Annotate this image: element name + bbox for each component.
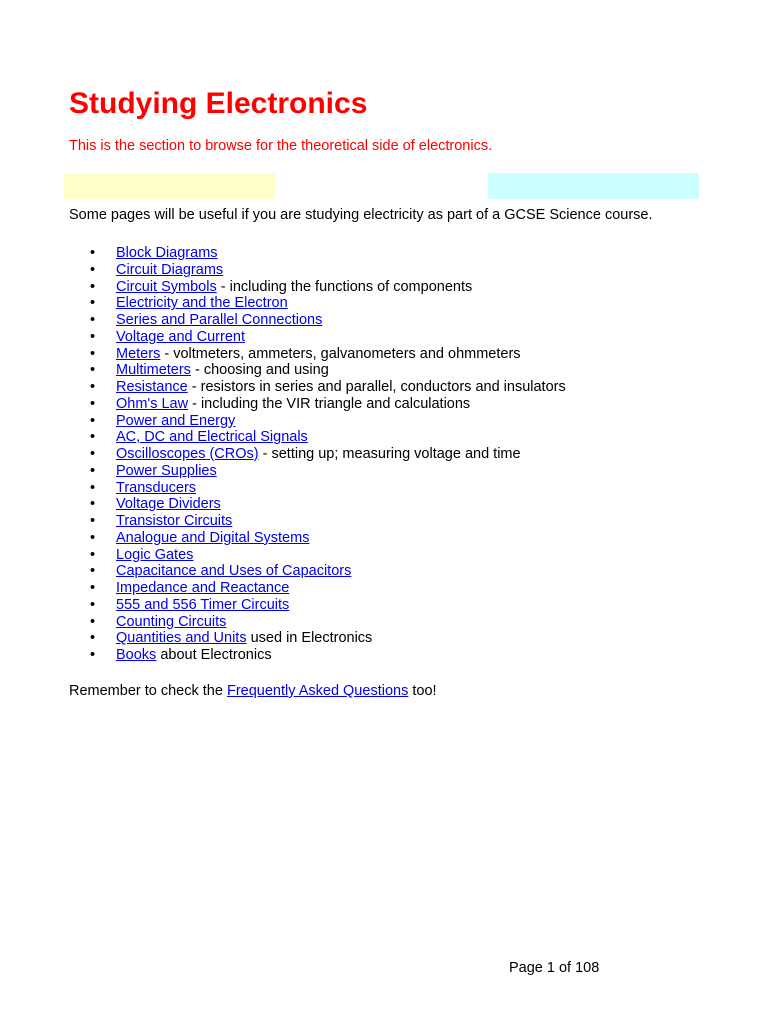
- bullet-icon: •: [90, 395, 96, 412]
- topic-description: - setting up; measuring voltage and time: [258, 446, 521, 462]
- topic-list-item: [90, 614, 566, 631]
- nav-box-left: [64, 173, 275, 199]
- topic-link[interactable]: Capacitance and Uses of Capacitors: [116, 563, 352, 580]
- page-number: Page 1 of 108: [509, 960, 600, 976]
- bullet-icon: •: [90, 312, 96, 328]
- topic-list-item: [90, 630, 566, 647]
- topic-list-item: [90, 563, 566, 580]
- bullet-icon: •: [90, 328, 96, 345]
- topic-link[interactable]: Electricity and the Electron: [116, 295, 288, 312]
- bullet-icon: •: [90, 563, 96, 580]
- topic-link[interactable]: Power Supplies: [116, 462, 217, 479]
- topic-list-item: [90, 413, 566, 430]
- topic-description: - choosing and using: [190, 362, 329, 379]
- topic-link[interactable]: Series and Parallel Connections: [116, 312, 323, 328]
- bullet-icon: •: [90, 596, 96, 613]
- bullet-icon: •: [90, 345, 96, 362]
- topic-link[interactable]: Meters: [116, 345, 161, 362]
- topic-link[interactable]: Ohm's Law: [116, 395, 189, 412]
- topic-list-item: [90, 429, 566, 446]
- topic-description: used in Electronics: [246, 630, 373, 647]
- topic-list-item: [90, 346, 566, 363]
- topic-list-item: [90, 513, 566, 530]
- topic-link[interactable]: Resistance: [116, 379, 188, 395]
- topic-list-item: [90, 245, 566, 262]
- topic-link[interactable]: Multimeters: [116, 362, 191, 379]
- topic-description: - voltmeters, ammeters, galvanometers and ohmmeters: [160, 345, 521, 362]
- bullet-icon: •: [90, 529, 96, 546]
- topic-description: - resistors in series and parallel, conductors and insulators: [187, 379, 566, 395]
- topic-link[interactable]: Analogue and Digital Systems: [116, 529, 310, 546]
- page-title: Studying Electronics: [69, 87, 368, 120]
- topic-list-item: [90, 496, 566, 513]
- topic-list-item: [90, 547, 566, 564]
- faq-link[interactable]: Frequently Asked Questions: [226, 683, 409, 699]
- nav-box-right: [488, 173, 699, 199]
- bullet-icon: •: [90, 546, 96, 563]
- topic-description: - including the VIR triangle and calculations: [188, 395, 471, 412]
- topic-list-item: [90, 295, 566, 312]
- topic-description: - including the functions of components: [216, 278, 473, 295]
- topic-link[interactable]: Power and Energy: [116, 412, 236, 429]
- topic-link[interactable]: Voltage and Current: [116, 328, 245, 345]
- topic-link[interactable]: Oscilloscopes (CROs): [116, 446, 259, 462]
- topic-link[interactable]: Transistor Circuits: [116, 513, 233, 529]
- topic-list-item: [90, 647, 566, 664]
- topic-link[interactable]: Circuit Diagrams: [116, 261, 224, 278]
- bullet-icon: •: [90, 278, 96, 295]
- bullet-icon: •: [90, 613, 96, 630]
- bullet-icon: •: [90, 462, 96, 479]
- page-subtitle: This is the section to browse for the theoretical side of electronics.: [69, 138, 493, 154]
- topic-link[interactable]: Transducers: [116, 479, 197, 496]
- bullet-icon: •: [90, 496, 96, 513]
- bullet-icon: •: [90, 412, 96, 429]
- topic-list: [90, 245, 566, 664]
- topic-list-item: [90, 480, 566, 497]
- bullet-icon: •: [90, 261, 96, 278]
- bullet-icon: •: [90, 362, 96, 379]
- bullet-icon: •: [90, 446, 96, 462]
- bullet-icon: •: [90, 245, 96, 261]
- topic-description: about Electronics: [156, 647, 272, 663]
- topic-link[interactable]: Counting Circuits: [116, 613, 227, 630]
- topic-list-item: [90, 312, 566, 329]
- bullet-icon: •: [90, 647, 96, 663]
- topic-list-item: [90, 446, 566, 463]
- topic-link[interactable]: Impedance and Reactance: [116, 580, 290, 596]
- topic-list-item: [90, 463, 566, 480]
- topic-link[interactable]: AC, DC and Electrical Signals: [116, 429, 308, 446]
- topic-list-item: [90, 362, 566, 379]
- topic-link[interactable]: 555 and 556 Timer Circuits: [116, 596, 290, 613]
- topic-list-item: [90, 396, 566, 413]
- bullet-icon: •: [90, 429, 96, 446]
- bullet-icon: •: [90, 479, 96, 496]
- remember-text: [69, 682, 437, 700]
- topic-list-item: [90, 379, 566, 396]
- topic-link[interactable]: Circuit Symbols: [116, 278, 217, 295]
- bullet-icon: •: [90, 513, 96, 529]
- bullet-icon: •: [90, 580, 96, 596]
- remember-after: too!: [408, 683, 437, 699]
- topic-link[interactable]: Block Diagrams: [116, 245, 218, 261]
- topic-list-item: [90, 329, 566, 346]
- remember-before: Remember to check the: [69, 683, 227, 699]
- intro-text: Some pages will be useful if you are studying electricity as part of a GCSE Science course.: [69, 207, 653, 223]
- bullet-icon: •: [90, 379, 96, 395]
- topic-link[interactable]: Quantities and Units: [116, 630, 247, 647]
- topic-link[interactable]: Voltage Dividers: [116, 496, 221, 513]
- topic-list-item: [90, 262, 566, 279]
- topic-list-item: [90, 580, 566, 597]
- topic-list-item: [90, 530, 566, 547]
- topic-link[interactable]: Books: [116, 647, 157, 663]
- bullet-icon: •: [90, 295, 96, 312]
- bullet-icon: •: [90, 630, 96, 647]
- topic-link[interactable]: Logic Gates: [116, 546, 194, 563]
- topic-list-item: [90, 597, 566, 614]
- topic-list-item: [90, 279, 566, 296]
